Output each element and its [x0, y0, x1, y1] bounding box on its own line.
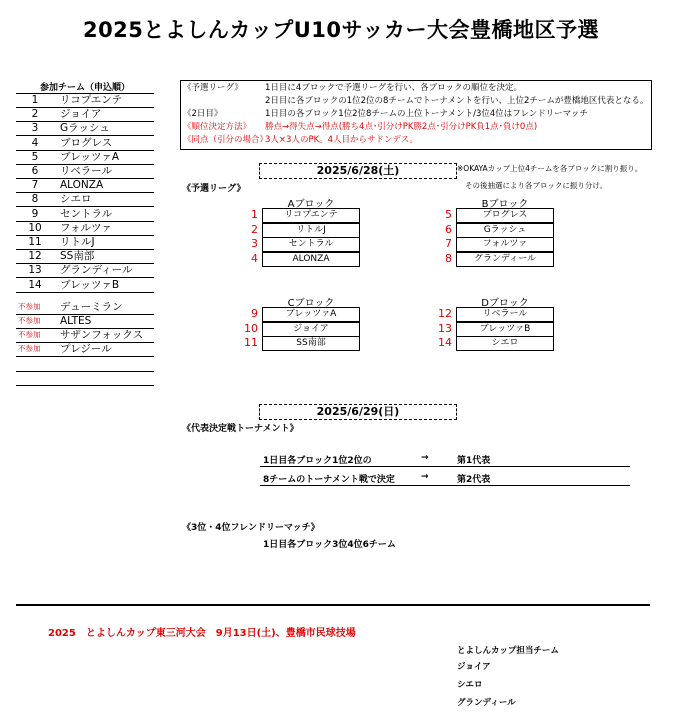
- block-seed-number: 7: [445, 237, 452, 250]
- team-name: ALONZA: [60, 179, 104, 192]
- absent-team-row: [16, 342, 154, 357]
- footer-team: グランディール: [457, 698, 516, 708]
- block-seed-number: 14: [438, 336, 452, 349]
- team-list-row: [16, 221, 154, 236]
- block-seed-number: 3: [251, 237, 258, 250]
- team-number: 9: [31, 207, 39, 220]
- block-title: Aブロック: [287, 199, 335, 210]
- team-list-row: [16, 263, 154, 278]
- block-seed-number: 6: [445, 222, 452, 236]
- team-number: 1: [31, 94, 39, 106]
- league-section-title: 《予選リーグ》: [182, 184, 246, 194]
- team-number: 10: [28, 221, 42, 234]
- team-list-row: [16, 121, 154, 136]
- block-seed-number: 11: [244, 336, 258, 349]
- entry-list-header: 参加チーム（申込順）: [39, 83, 130, 93]
- block-team-cell: ブログレス: [456, 208, 554, 223]
- team-name: リコプエンテ: [60, 94, 123, 106]
- team-list-row: [16, 93, 154, 108]
- block-team-cell: リベラール: [456, 307, 554, 322]
- block-team-cell: リコプエンテ: [262, 208, 360, 223]
- team-number: 6: [31, 165, 39, 177]
- day2-date: 2025/6/29(日): [259, 404, 457, 420]
- team-name: Gラッシュ: [60, 122, 110, 135]
- tournament-row1-left: 1日目各ブロック1位2位の: [263, 456, 372, 466]
- absent-team-row: [16, 314, 154, 329]
- team-name: フォルツァ: [60, 221, 112, 234]
- block-seed-number: 9: [251, 307, 258, 320]
- team-list-row: [16, 150, 154, 165]
- page-title: 2025とよしんカップU10サッカー大会豊橋地区予選: [82, 18, 600, 42]
- tournament-row2-left: 8チームのトーナメント戦で決定: [263, 475, 395, 485]
- team-number: 13: [28, 264, 42, 277]
- team-number: 4: [31, 136, 39, 149]
- team-name: ブログレス: [60, 136, 113, 149]
- team-number: 11: [28, 236, 42, 248]
- absent-tag: 不参加: [18, 330, 41, 340]
- block-seed-number: 4: [251, 251, 258, 265]
- footer-team: ジョイア: [457, 662, 491, 672]
- team-name: ジョイア: [60, 108, 102, 121]
- team-name: シエロ: [60, 193, 92, 206]
- absent-team-row: [16, 328, 154, 343]
- absent-team-name: プレジール: [60, 343, 112, 356]
- rule-label-day2: 《2日目》: [183, 109, 223, 119]
- rule-text-tie: 3人×3人のPK。4人目からサドンデス。: [265, 135, 418, 145]
- block-team-cell: ブレッツァB: [456, 322, 554, 337]
- block-team-cell: フォルツァ: [456, 237, 554, 252]
- block-seed-number: 10: [244, 321, 258, 335]
- block-team-cell: グランディール: [456, 252, 554, 267]
- absent-tag: 不参加: [18, 316, 41, 325]
- rule-text-league: 1日目に4ブロックで予選リーグを行い、各ブロックの順位を決定。: [265, 83, 522, 93]
- friendly-text: 1日目各ブロック3位4位6チーム: [263, 540, 396, 550]
- block-team-cell: SS南部: [262, 336, 360, 351]
- block-seed-number: 12: [438, 307, 452, 320]
- block-title: Cブロック: [287, 298, 335, 309]
- team-number: 2: [31, 108, 39, 121]
- block-seed-number: 2: [251, 222, 258, 236]
- absent-team-row: [16, 300, 154, 315]
- absent-tag: 不参加: [18, 344, 41, 354]
- block-team-cell: ジョイア: [262, 322, 360, 337]
- team-number: 5: [31, 150, 39, 163]
- block-team-cell: ALONZA: [262, 252, 360, 267]
- team-list-row: [16, 249, 154, 264]
- rule-label-ranking: 《順位決定方法》: [183, 122, 252, 132]
- team-number: 3: [31, 122, 39, 135]
- team-list-row: [16, 107, 154, 122]
- arrow-icon: →: [421, 472, 429, 482]
- block-team-cell: ブレッツァA: [262, 307, 360, 322]
- absent-team-name: ALTES: [60, 315, 92, 327]
- day1-date: 2025/6/28(土): [259, 163, 457, 179]
- block-team-cell: セントラル: [262, 237, 360, 252]
- footer-teams-header: とよしんカップ担当チーム: [457, 646, 559, 656]
- rule-label-tie: 《同点（引分の場合）: [183, 135, 269, 145]
- arrow-icon: →: [421, 453, 429, 463]
- absent-tag: 不参加: [18, 301, 41, 311]
- tournament-section-title: 《代表決定戦トーナメント》: [182, 424, 299, 434]
- day1-note-2: その後抽選により各ブロックに振り分け。: [465, 181, 608, 190]
- block-seed-number: 5: [445, 208, 452, 221]
- team-name: リトルJ: [60, 236, 95, 248]
- block-seed-number: 8: [445, 251, 452, 265]
- friendly-section-title: 《3位・4位フレンドリーマッチ》: [182, 523, 320, 533]
- tournament-rule-2: [260, 485, 630, 486]
- team-name: リベラール: [60, 165, 113, 177]
- team-list-row: [16, 235, 154, 250]
- block-team-cell: Gラッシュ: [456, 223, 554, 238]
- rule-text-day2: 1日目の各ブロック1位2位8チームの上位トーナメント/3位4位はフレンドリーマッチ: [265, 109, 588, 119]
- team-name: ブレッツァB: [60, 278, 120, 291]
- team-number: 7: [31, 179, 39, 192]
- day1-note-1: ※OKAYAカップ上位4チームを各ブロックに割り振り。: [457, 164, 643, 173]
- team-list-row: [16, 164, 154, 179]
- rule-text-ranking: 勝点→得失点→得点(勝ち4点･引分けPK勝2点･引分けPK負1点･負け0点): [265, 122, 538, 132]
- block-title: Bブロック: [481, 199, 529, 210]
- team-name: セントラル: [60, 207, 113, 220]
- team-list-row: [16, 178, 154, 193]
- tournament-rule-1: [260, 466, 630, 467]
- block-seed-number: 13: [438, 321, 452, 335]
- team-list-row: [16, 278, 154, 293]
- team-list-row: [16, 207, 154, 222]
- block-team-cell: シエロ: [456, 336, 554, 351]
- tournament-row1-right: 第1代表: [457, 456, 491, 466]
- footer-rule: [16, 604, 650, 606]
- block-seed-number: 1: [251, 208, 258, 221]
- absent-team-name: サザンフォックス: [60, 329, 144, 342]
- rule-label-league: 《予選リーグ》: [183, 83, 243, 93]
- team-name: SS南部: [60, 250, 95, 263]
- team-list-row: [16, 136, 154, 151]
- team-list-row: [16, 192, 154, 207]
- block-title: Dブロック: [481, 298, 529, 309]
- team-name: グランディール: [60, 264, 133, 277]
- rules-box: [180, 80, 652, 150]
- empty-list-row: [16, 371, 154, 386]
- footer-event: 2025 とよしんカップ東三河大会 9月13日(土)、豊橋市民球技場: [48, 628, 356, 639]
- block-team-cell: リトルJ: [262, 223, 360, 238]
- absent-team-name: デューミラン: [60, 300, 123, 313]
- team-number: 14: [28, 278, 42, 291]
- team-number: 8: [31, 193, 39, 206]
- footer-team: シエロ: [457, 680, 483, 690]
- empty-list-row: [16, 357, 154, 372]
- rule-text-tournament: 2日目に各ブロックの1位2位の8チームでトーナメントを行い、上位2チームが豊橋地区代表となる。: [265, 96, 649, 106]
- team-number: 12: [28, 250, 42, 263]
- team-name: ブレッツァA: [60, 150, 120, 163]
- tournament-row2-right: 第2代表: [457, 475, 491, 485]
